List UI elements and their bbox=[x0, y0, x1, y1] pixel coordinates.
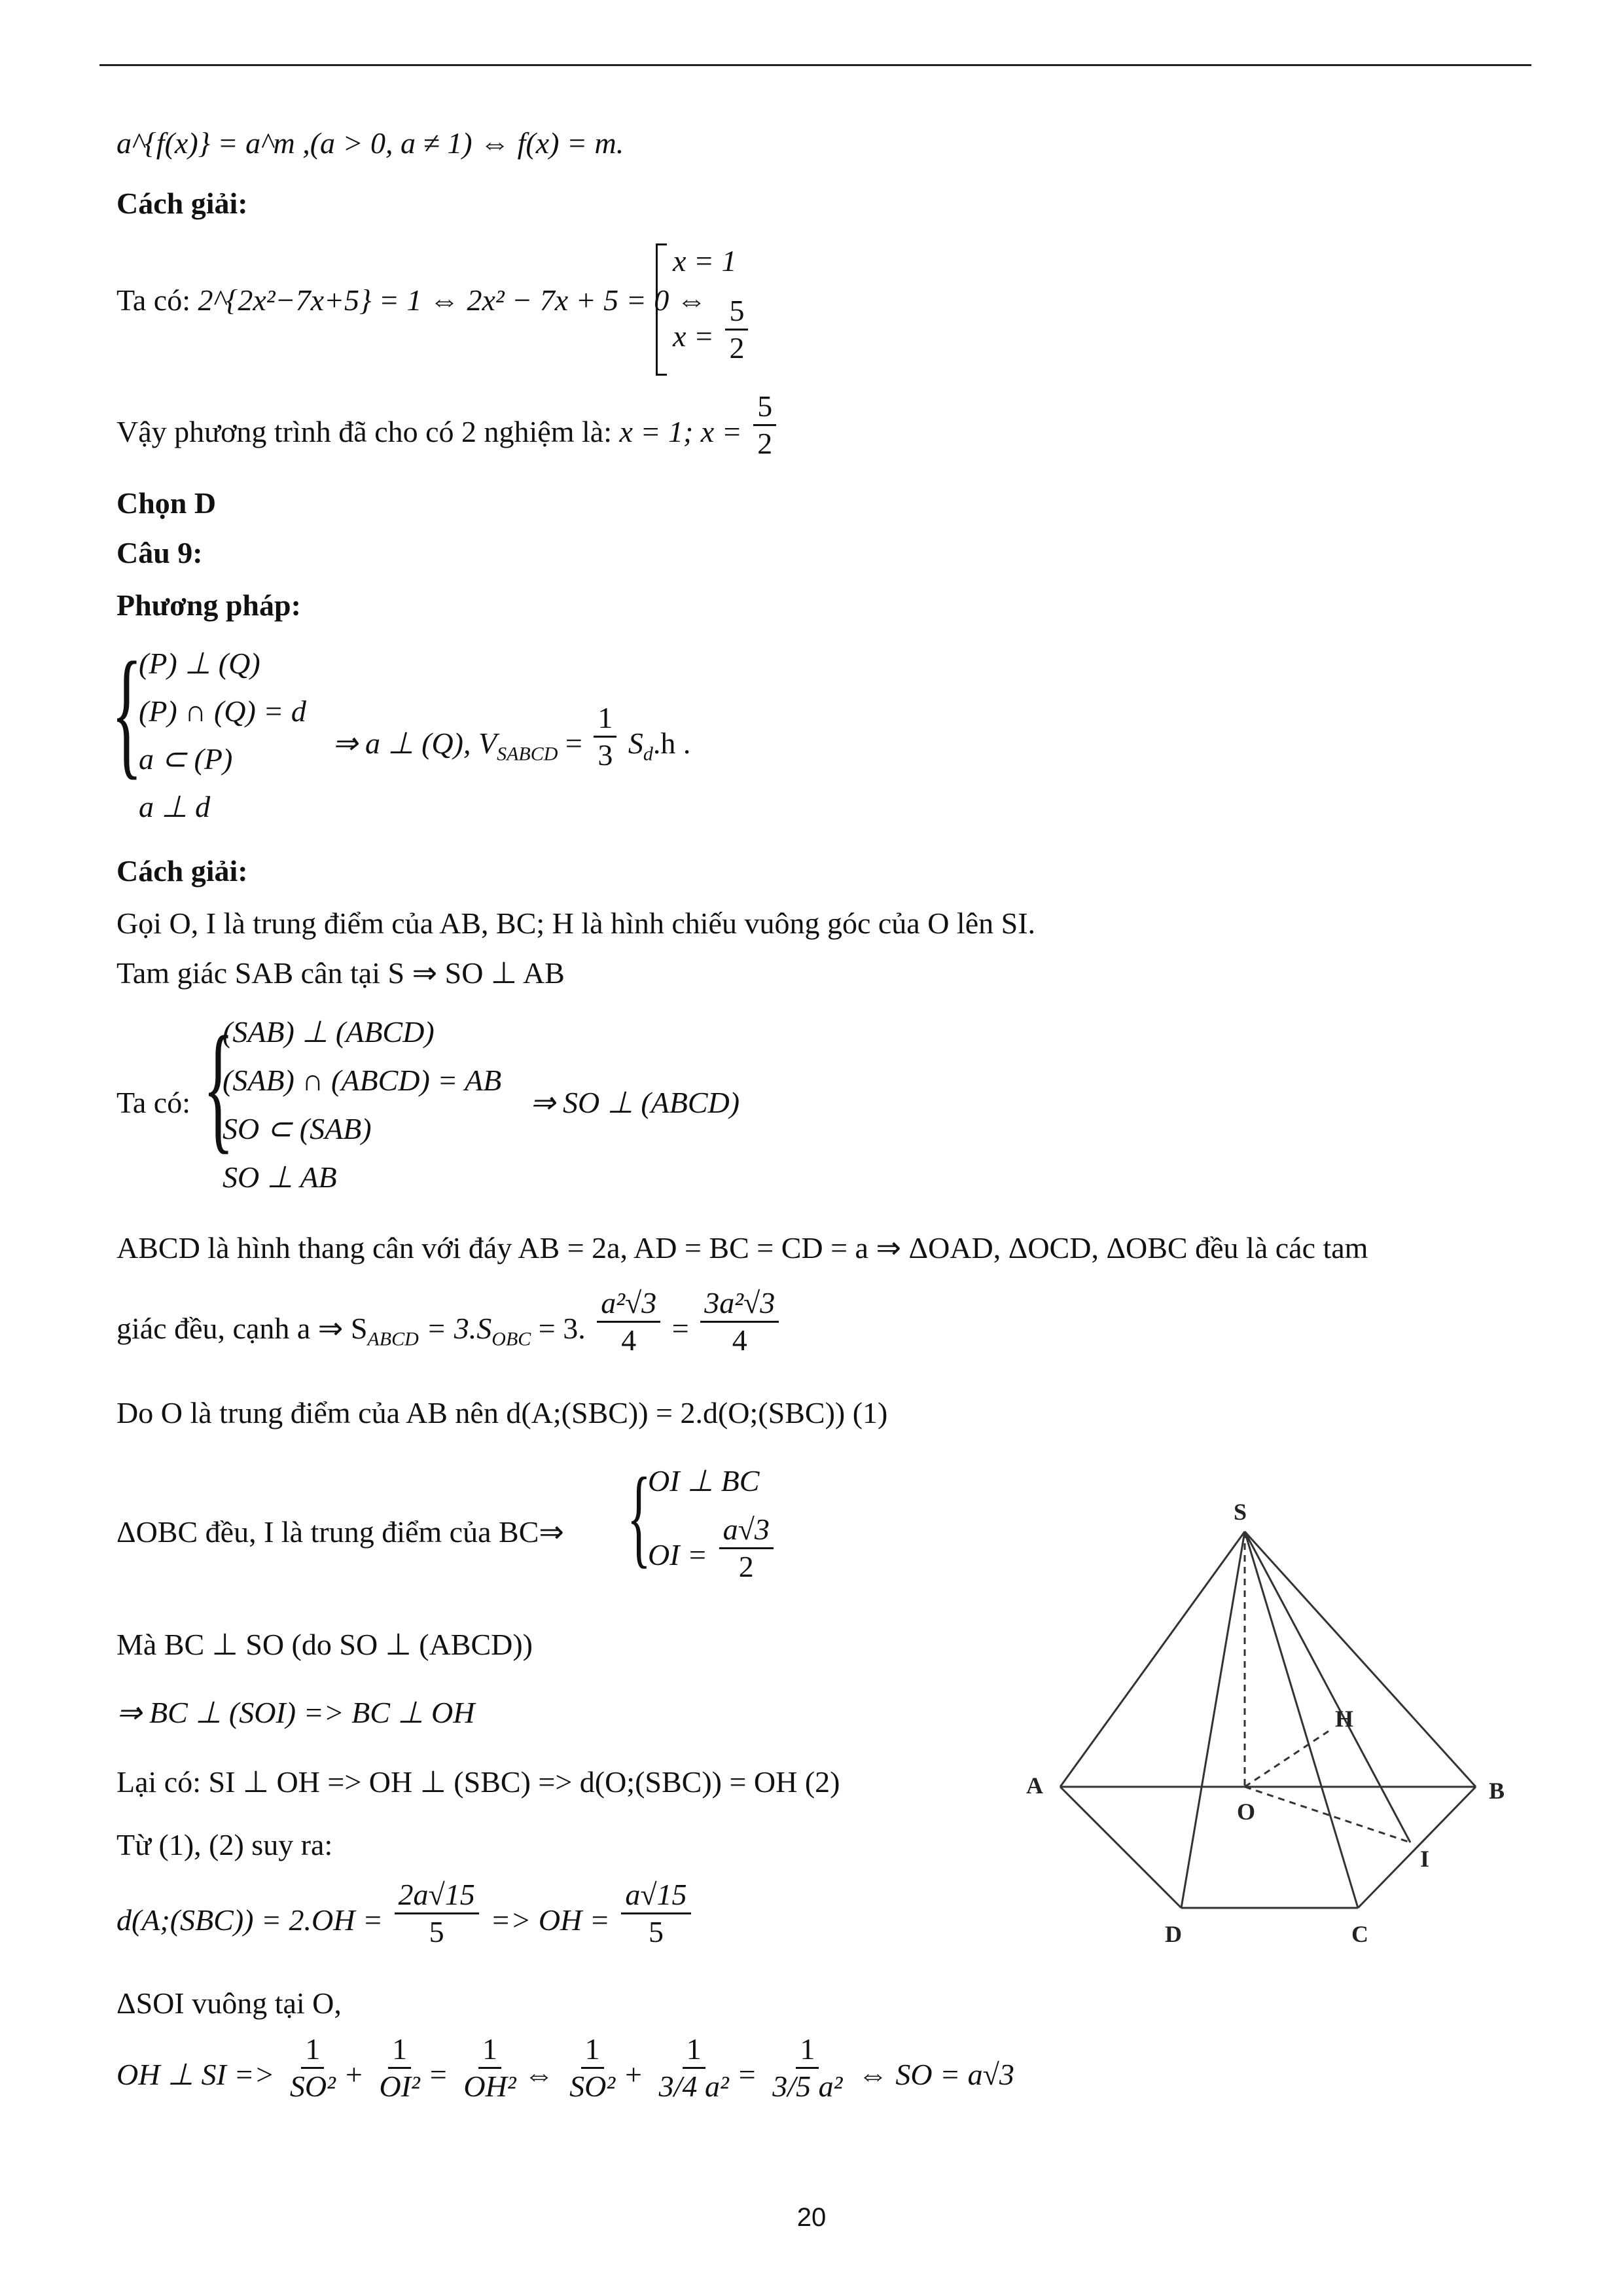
edge-sa bbox=[1060, 1532, 1245, 1787]
obc-row-1: OI ⊥ BC bbox=[648, 1464, 760, 1498]
conclusion-line: Vậy phương trình đã cho có 2 nghiệm là: x = 1; x = $\frac{5}{2}$ bbox=[116, 408, 780, 461]
heading-phuong-phap: Phương pháp: bbox=[116, 588, 301, 622]
system-brace-3: { bbox=[627, 1455, 651, 1578]
system-brace-2: { bbox=[203, 1007, 234, 1166]
text-ma-bc: Mà BC ⊥ SO (do SO ⊥ (ABCD)) bbox=[116, 1628, 533, 1661]
case-x2: x = $\frac{5}{2}$ bbox=[673, 313, 752, 366]
pp-row-2: (P) ∩ (Q) = d bbox=[139, 694, 306, 728]
header-rule bbox=[99, 64, 1531, 66]
label-b: B bbox=[1489, 1778, 1505, 1804]
label-d: D bbox=[1165, 1921, 1182, 1947]
heading-cach-giai-2: Cách giải: bbox=[116, 854, 248, 888]
text-abcd: ABCD là hình thang cân với đáy AB = 2a, AD = BC = CD = a ⇒ ΔOAD, ΔOCD, ΔOBC đều là các tam bbox=[116, 1231, 1368, 1265]
label-i: I bbox=[1420, 1846, 1430, 1872]
formula-exponential: a^{f(x)} = a^m ,(a > 0, a ≠ 1) ⇔ f(x) = m. bbox=[116, 126, 624, 160]
edge-ad bbox=[1060, 1787, 1181, 1908]
text-bc-soi: ⇒ BC ⊥ (SOI) => BC ⊥ OH bbox=[116, 1696, 475, 1729]
pp-row-3: a ⊂ (P) bbox=[139, 742, 233, 776]
question-number: Câu 9: bbox=[116, 536, 203, 569]
heading-cach-giai: Cách giải: bbox=[116, 187, 248, 220]
label-o: O bbox=[1237, 1799, 1256, 1825]
pp-row-1: (P) ⊥ (Q) bbox=[139, 647, 260, 680]
label-s: S bbox=[1234, 1499, 1247, 1525]
final-formula: OH ⊥ SI => $\frac{1}{\text{SO²}}$ + $\frac{1}{\text{OI²}}$ = $\frac{1}{\text{OH²}}$ ⇔ $\frac{1}{\text{SO²}}$ + $\frac{1}{\text{3/4 a²}}$ = $\frac{1}{\text{3/5 a²}}$ ⇔ SO = a√3 bbox=[116, 2032, 1014, 2103]
equation-ta-co: Ta có: 2^{2x²−7x+5} = 1 ⇔ 2x² − 7x + 5 = 0 ⇔ bbox=[116, 283, 707, 317]
tc2-result: ⇒ SO ⊥ (ABCD) bbox=[530, 1086, 740, 1119]
page-number: 20 bbox=[796, 2203, 827, 2232]
label-h: H bbox=[1335, 1706, 1354, 1732]
label-a: A bbox=[1026, 1772, 1043, 1799]
system-brace: { bbox=[111, 632, 143, 792]
answer-choice: Chọn D bbox=[116, 486, 217, 520]
pyramid-figure bbox=[1008, 1486, 1531, 1970]
obc-row-2: OI = $\frac{a√3}{2}$ bbox=[648, 1532, 777, 1585]
pp-result: ⇒ a ⊥ (Q), $V_{SABCD}$ = $\frac{1}{3}$ $S_d.h$ . bbox=[332, 701, 691, 772]
text-goi-o: Gọi O, I là trung điểm của AB, BC; H là hình chiếu vuông góc của O lên SI. bbox=[116, 906, 1036, 940]
pp-row-4: a ⊥ d bbox=[139, 790, 211, 823]
label-c: C bbox=[1351, 1921, 1368, 1947]
text-lai-co: Lại có: SI ⊥ OH => OH ⊥ (SBC) => d(O;(SBC)) = OH (2) bbox=[116, 1765, 840, 1799]
case-x1: x = 1 bbox=[673, 244, 737, 278]
segment-oh bbox=[1245, 1731, 1329, 1787]
tc2-row-1: (SAB) ⊥ (ABCD) bbox=[223, 1015, 435, 1049]
text-tam-giac-sab: Tam giác SAB cân tại S ⇒ SO ⊥ AB bbox=[116, 956, 565, 990]
cases-bracket bbox=[656, 243, 667, 376]
edge-sd bbox=[1181, 1532, 1245, 1908]
tc2-row-4: SO ⊥ AB bbox=[223, 1160, 337, 1194]
ta-co-2-prefix: Ta có: bbox=[116, 1086, 191, 1119]
area-formula: giác đều, cạnh a ⇒ $S_{ABCD} = 3.S_{OBC} = 3$. $\frac{\text{a²√3}}{4}$ = $\frac{\text{3a²√3}}{4}$ bbox=[116, 1305, 783, 1358]
text-tu-12: Từ (1), (2) suy ra: bbox=[116, 1828, 333, 1861]
tc2-row-2: (SAB) ∩ (ABCD) = AB bbox=[223, 1064, 502, 1097]
edge-cb bbox=[1358, 1787, 1476, 1908]
text-soi-vuong: ΔSOI vuông tại O, bbox=[116, 1986, 342, 2020]
tc2-row-3: SO ⊂ (SAB) bbox=[223, 1112, 372, 1145]
distance-formula: d(A;(SBC)) = 2.OH = $\frac{2a√15}{5}$ => OH = $\frac{a√15}{5}$ bbox=[116, 1897, 695, 1950]
obc-prefix: ΔOBC đều, I là trung điểm của BC⇒ bbox=[116, 1515, 564, 1549]
text-do-o: Do O là trung điểm của AB nên d(A;(SBC)) = 2.d(O;(SBC)) (1) bbox=[116, 1396, 888, 1429]
